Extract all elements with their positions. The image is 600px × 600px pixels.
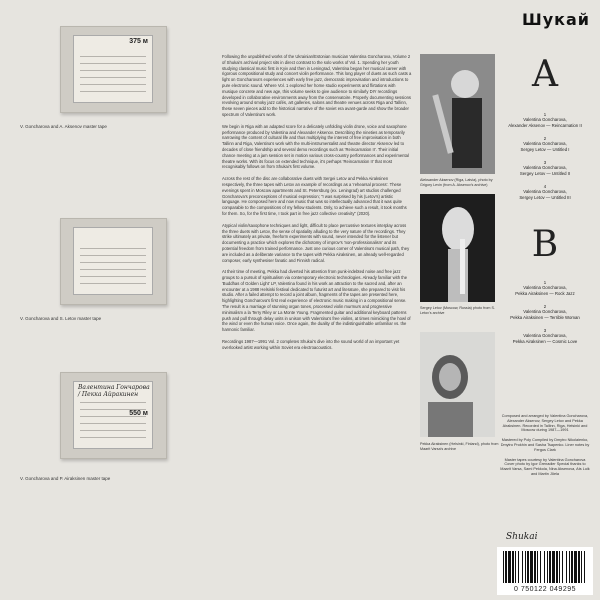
barcode — [497, 547, 593, 595]
track-item: 2 Valentina Goncharova, Pekka Airaksinen — Terrible Woman — [510, 304, 580, 320]
credits — [500, 414, 590, 482]
track-item: 3 Valentina Goncharova, Pekka Airaksinen — Cosmic Love — [512, 328, 578, 344]
label-signature: Shukai — [506, 532, 538, 542]
side-b-letter: B — [531, 224, 559, 265]
paragraph: Across the rest of the disc are collaborative duets with Sergei Letov and Pekka Airaksinen respectively, the three tapes with Letov an example of recordings as a 'rehearsal process'. These evenings spent in Moscow apartments and St. Petersburg (ex. Leningrad) art studios challenged Goncharova's preconceptions of musical expression; "I was surprised by his (Letov's) artistic language. He composed here and now music that was so intellectually advanced that it was quite comparable to the compositions of my fellow students. Only, to achieve such a result, it took months for them. So, for the first time, I took part in free jazz collective creativity" (2020). — [222, 176, 407, 216]
barcode-bar — [534, 551, 536, 583]
barcode-bar — [549, 551, 551, 583]
barcode-bar — [556, 551, 558, 583]
master-tape-airaksinen — [20, 372, 205, 482]
barcode-bar — [537, 551, 538, 583]
paragraph: We begin in Riga with an adapted score for a delicately unfolding violin drone, voice and saxophone performance produced by Valentina and Alexander Aksenov. Describing the nineties as temporarily narrowing the content of cultural life and thus multiplying the interest of free improvisation in both Tallinn and Riga, Valentina's work with the multi-instrumentalist and theatre director Aksenov led to decades of close friendship and several demo recordings such as 'Reincarnation II'. Their initial chance meeting at a jam session set in motion various cross-country performances and experimental theatre works. With its focus on extended technique, it's perhaps 'Reincarnation II' that most recognisably follows on from Shukai's first volume. — [222, 123, 409, 170]
barcode-bar — [581, 551, 582, 583]
photo-airaksinen — [420, 332, 495, 437]
tape-caption: V. Goncharova and P. Airaksinen master tape — [20, 476, 111, 481]
barcode-bar — [562, 551, 563, 583]
photo-caption: Pekka Airaksinen (Helsinki, Finland), photo from Maarit Varsa's archive — [420, 442, 499, 451]
barcode-bar — [569, 551, 570, 583]
master-tape-letov — [20, 218, 205, 328]
barcode-bar — [574, 551, 577, 583]
barcode-bar — [518, 551, 519, 583]
photo-letov — [420, 194, 495, 302]
track-item: 3 Valentina Goncharova, Sergey Letov — Untitled II — [519, 160, 571, 176]
tape-box-image — [60, 26, 167, 113]
tape-box-image — [60, 218, 167, 305]
barcode-bar — [522, 551, 523, 583]
side-a-letter: A — [532, 54, 558, 95]
track-item: 2 Valentina Goncharova, Sergey Letov — Untitled I — [520, 136, 570, 152]
barcode-bar — [584, 551, 585, 583]
barcode-bar — [559, 551, 560, 583]
barcode-bar — [540, 551, 541, 583]
barcode-bar — [571, 551, 573, 583]
tape-caption: V. Goncharova and A. Aksenov master tape — [20, 124, 107, 129]
tape-label — [73, 35, 153, 103]
paragraph: Recordings 1987—1991 Vol. 2 completes Shukai's dive into the sound world of an important yet overlooked artist working within Soviet era electroacoustics. — [222, 339, 400, 350]
paragraph: Atypical violin/saxophone techniques and light, difficult to place percussive textures interplay across the three duets with Letov, the sense of spatiality alluding to the very nature of the recordings. They strike ultimately as private, freeform experiments with sound, never intended for the listener but documenting a practice which explores the dichotomy of improv's 'non-professionalism' and its potential freedom from trained performance. Just one curious corner of Valentina's musical path, they are included as a deliberate variance to the tapes with Pekka Airaksinen, an already well-regarded composer, early synthesiser fanatic and Finnish radical. — [222, 222, 410, 263]
barcode-bar — [503, 551, 504, 583]
track-item: 1 Valentina Goncharova, Alexander Aksenov — Reincarnation II — [508, 112, 582, 128]
barcode-bar — [552, 551, 555, 583]
barcode-bars — [503, 551, 587, 583]
tape-box-image — [60, 372, 167, 459]
barcode-bar — [530, 551, 533, 583]
photo-aksenov — [420, 54, 495, 174]
tape-caption: V. Goncharova and S. Letov master tape — [20, 316, 102, 321]
tape-length: 375 м — [129, 38, 148, 45]
photo-caption: Aleksander Aksenov (Riga, Latvia), photo by Grigory Levin (from A. Aksenov's archive) — [420, 178, 493, 187]
track-item: 4 Valentina Goncharova, Sergey Letov — Untitled III — [519, 184, 571, 200]
barcode-number: 0 750122 049295 — [514, 586, 576, 593]
paragraph: At their time of meeting, Pekka had diverted his attention from punk-indebted noise and free jazz groups to a pursuit of spiritualism via contemporary electronic technologies. Already familiar with the 'Buddhas of Golden Light' LP, Valentina found in his work an attraction to the sacred and, after an encounter at a 1988 Helsinki festival dedicated to futurist art and literature, she prepared to visit his studio. After a failed attempt to record a joint album, fragments of the tapes are presented here, highlighting Goncharova's first real experience of electronic music making in a compositional sense. The result is a marriage of stunning organ tones, processed violin murmurs and progressive minimalism a la Terry Riley or La Monte Young. Fragmented guitar and additional keyboard patterns push and pull through delay units in unison with Valentina's free violins, at times mimicking the howl of the wind or even the human voice. Once again, the duality of the indistinguishable unfamiliar vs. the harmonic familiar. — [222, 269, 411, 333]
track-item: 1 Valentina Goncharova, Pekka Airaksinen — Rock Jazz — [515, 280, 575, 296]
barcode-bar — [505, 551, 507, 583]
barcode-bar — [527, 551, 529, 583]
paragraph: Following the unpublished works of the Ukrainian/Estonian musician Valentina Goncharova, Volume 2 of Shukai's archival project sits in direct contrast to the solo works of Vol. 1. Spending her youth studying classical music first in Kyiv and then in Leningrad, Valentina began her musical career with rigorous compositional study and concert violin performance. This long player of duets as such casts a light on Goncharova's experiences with early free jazz, democratic improvisation and introductions to pure electronic sound. Where Vol. 1 explored her home studio experiments and flirtations with musique concrete and new age, this volume seeks to give audience to similarly DIY recordings developed in collaborative environments away from the conservatoire. Properly documenting sessions revolving around smoky jazz cafés, art galleries, salons and theatre venues across Riga and Tallinn, these seven pieces add to the historical narrative of the soviet era avant-garde and show the broader spectrum of Valentina's work. — [222, 54, 412, 117]
master-tape-aksenov — [20, 26, 205, 136]
label-logo: Шукай — [521, 10, 590, 29]
tape-handwriting: Валентина Гончарова / Пекка Айракинен — [78, 384, 150, 398]
barcode-bar — [515, 551, 516, 583]
photo-caption: Sergey Letov (Moscow, Russia) photo from S. Letov's archive — [420, 306, 496, 315]
tape-label — [73, 227, 153, 295]
credits-paragraph: Master tapes courtesy by Valentina Goncharova Cover photo by Igor Grenadier Special thanks to Maarit Varsa, Sami Pekkola, Nina Aksenova, Ats Luik and Martin Jõela — [500, 457, 590, 476]
barcode-bar — [544, 551, 545, 583]
credits-paragraph: Composed and arranged by Valentina Goncharova, Alexander Aksenov, Sergey Letov and Pekka Airaksinen. Recorded in Tallinn, Riga, Helsinki and Moscow during 1987—1991 — [501, 414, 589, 433]
barcode-bar — [578, 551, 580, 583]
credits-paragraph: Mastered by Poly Compiled by Dmytro Nikolaienko, Dmytro Prokhin and Sasha Tsapenko. Liner notes by Fergus Clark — [500, 438, 590, 452]
barcode-bar — [512, 551, 514, 583]
barcode-bar — [508, 551, 511, 583]
tape-length: 550 м — [129, 410, 148, 417]
barcode-bar — [525, 551, 526, 583]
barcode-bar — [566, 551, 567, 583]
liner-notes — [222, 54, 412, 357]
barcode-bar — [547, 551, 548, 583]
tape-label — [73, 381, 153, 449]
